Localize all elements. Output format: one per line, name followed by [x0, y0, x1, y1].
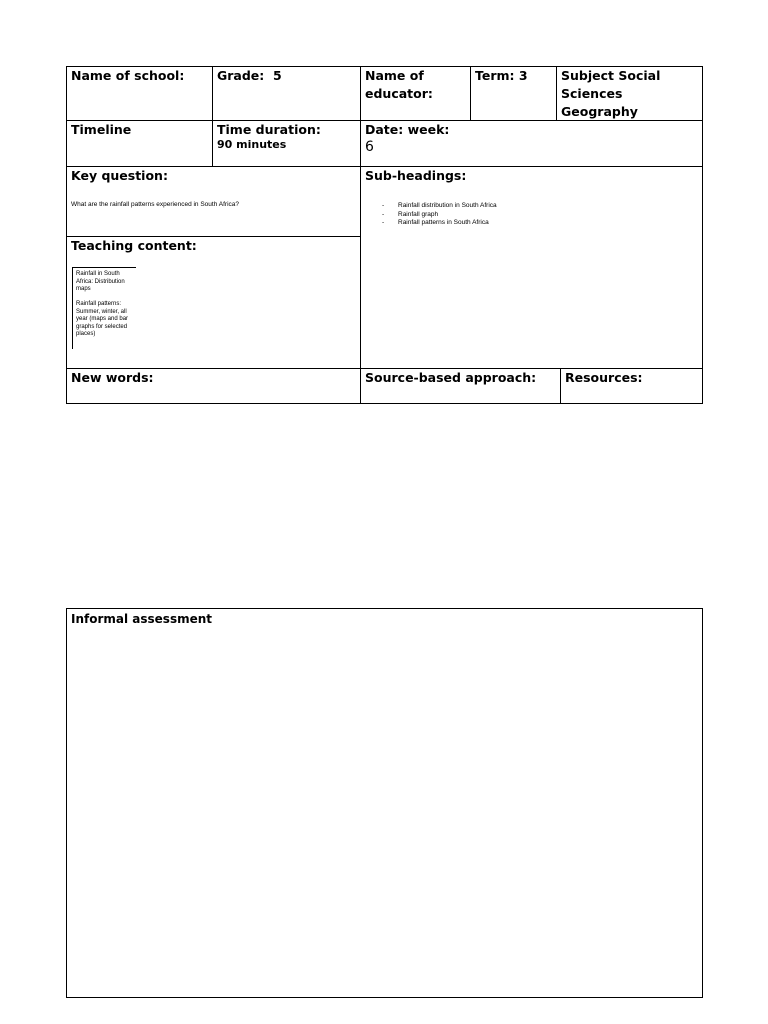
teaching-box-left-line [72, 267, 73, 349]
subject-label: Subject Social Sciences Geography [561, 68, 661, 119]
date-week-label: Date: week: [365, 122, 450, 137]
teaching-content-label: Teaching content: [71, 238, 197, 253]
lesson-plan-table [66, 66, 703, 404]
new-words-label: New words: [71, 370, 154, 385]
term-label: Term: 3 [475, 68, 528, 83]
sub-headings-label: Sub-headings: [365, 168, 467, 183]
source-based-approach-label: Source-based approach: [365, 370, 537, 385]
teaching-content-item-2: Rainfall patterns: Summer, winter, all year (maps and bar graphs for selected places) [76, 301, 129, 337]
col-divider-4 [556, 66, 557, 121]
key-question-text: What are the rainfall patterns experienced in South Africa? [71, 201, 240, 208]
informal-assessment-label: Informal assessment [71, 612, 213, 626]
list-item: - Rainfall graph [382, 211, 682, 220]
list-item: - Rainfall patterns in South Africa [382, 219, 682, 228]
date-week-value: 6 [365, 139, 374, 155]
table-border-right [702, 66, 703, 404]
school-name-label: Name of school: [71, 68, 185, 83]
table-border-bottom [66, 403, 703, 404]
table-border-left [66, 66, 67, 404]
key-question-label: Key question: [71, 168, 168, 183]
informal-assessment-box [66, 608, 703, 998]
timeline-label: Timeline [71, 122, 132, 137]
list-item: - Rainfall distribution in South Africa [382, 202, 682, 211]
time-duration-label: Time duration: [217, 122, 321, 137]
col-divider-5 [560, 368, 561, 404]
sub-headings-list [382, 202, 682, 228]
col-divider-3 [470, 66, 471, 121]
teaching-content-item-1: Rainfall in South Africa: Distribution maps [76, 271, 125, 292]
col-divider-2 [360, 66, 361, 404]
resources-label: Resources: [565, 370, 643, 385]
time-duration-value: 90 minutes [217, 138, 287, 151]
educator-name-label: Name of educator: [365, 68, 433, 101]
teaching-content-box [72, 267, 136, 349]
teaching-box-top-line [72, 267, 136, 268]
grade-label: Grade: 5 [217, 68, 282, 83]
col-divider-1 [212, 66, 213, 167]
